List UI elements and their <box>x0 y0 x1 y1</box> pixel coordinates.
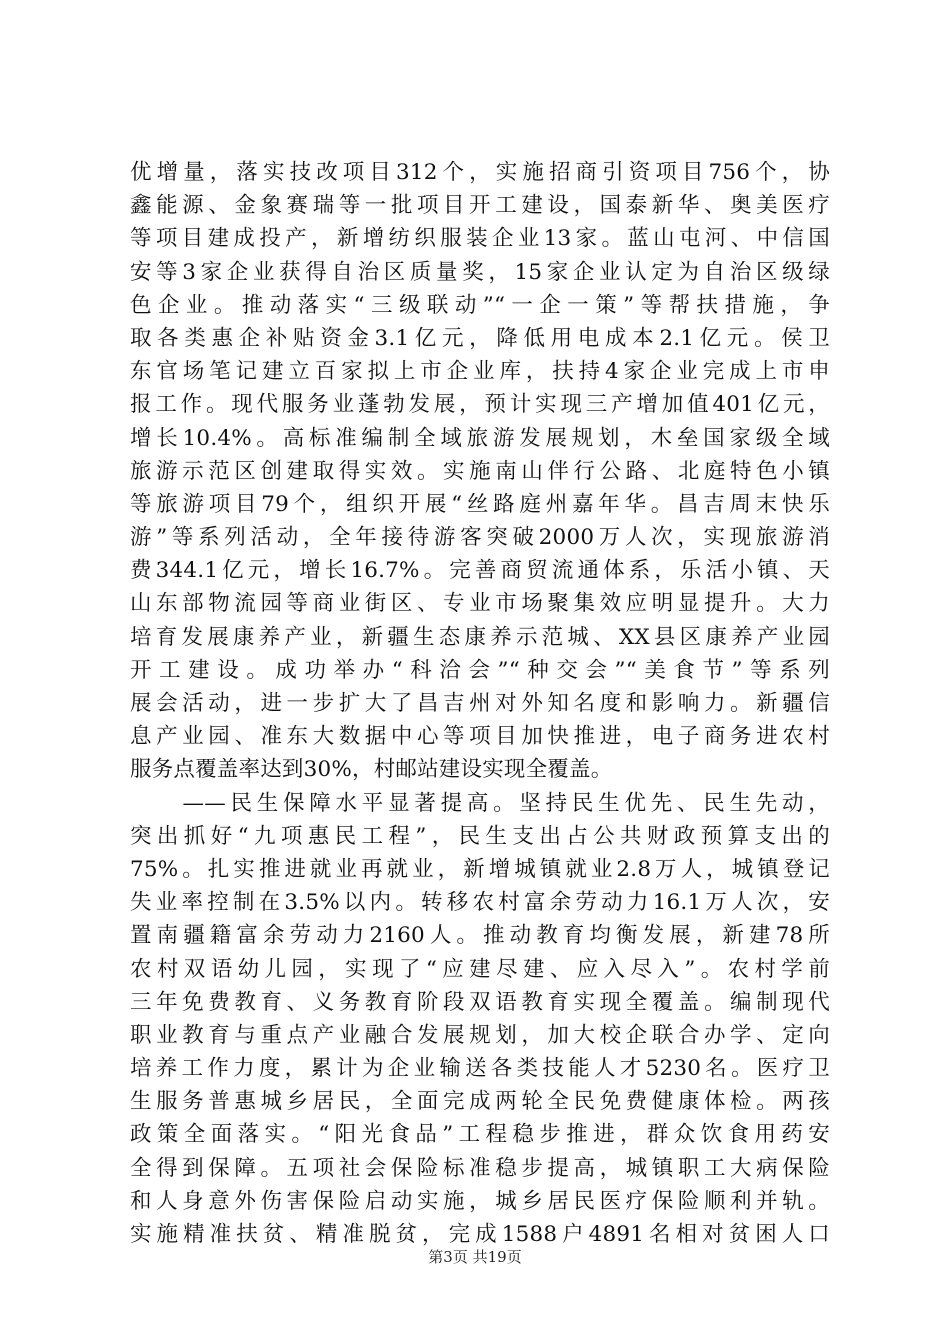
text-line: 培养工作力度，累计为企业输送各类技能人才5230名。医疗卫 <box>130 1056 830 1082</box>
text-line: 优增量，落实技改项目312个，实施招商引资项目756个，协 <box>130 160 830 185</box>
paragraph-end-line: 服务点覆盖率达到30%，村邮站建设实现全覆盖。 <box>130 757 613 783</box>
text-line: 等旅游项目79个，组织开展“丝路庭州嘉年华。昌吉周末快乐 <box>130 491 830 517</box>
text-line: 山东部物流园等商业街区、专业市场聚集效应明显提升。大力 <box>130 591 830 617</box>
text-line: 农村双语幼儿园，实现了“应建尽建、应入尽入”。农村学前 <box>130 956 830 982</box>
text-line: 生服务普惠城乡居民，全面完成两轮全民免费健康体检。两孩 <box>130 1089 830 1115</box>
text-line: 东官场笔记建立百家拟上市企业库，扶持4家企业完成上市申 <box>130 359 830 385</box>
text-line: 职业教育与重点产业融合发展规划，加大校企联合办学、定向 <box>130 1022 830 1048</box>
text-line: 旅游示范区创建取得实效。实施南山伴行公路、北庭特色小镇 <box>130 458 830 484</box>
text-line: 75%。扎实推进就业再就业，新增城镇就业2.8万人，城镇登记 <box>130 856 830 882</box>
text-line: 全得到保障。五项社会保险标准稳步提高，城镇职工大病保险 <box>130 1155 830 1181</box>
text-line: 等项目建成投产，新增纺织服装企业13家。蓝山屯河、中信国 <box>130 226 830 252</box>
text-line: 游”等系列活动，全年接待游客突破2000万人次，实现旅游消 <box>130 525 830 551</box>
text-line: 息产业园、准东大数据中心等项目加快推进，电子商务进农村 <box>130 724 830 750</box>
text-line: 鑫能源、金象赛瑞等一批项目开工建设，国泰新华、奥美医疗 <box>130 193 830 219</box>
text-line: 费344.1亿元，增长16.7%。完善商贸流通体系，乐活小镇、天 <box>130 558 830 584</box>
text-line: 培育发展康养产业，新疆生态康养示范城、XX县区康养产业园 <box>130 624 830 650</box>
text-line: 三年免费教育、义务教育阶段双语教育实现全覆盖。编制现代 <box>130 989 830 1015</box>
paragraph-start-line: ——民生保障水平显著提高。坚持民生优先、民生先动， <box>130 790 830 816</box>
text-line: 置南疆籍富余劳动力2160人。推动教育均衡发展，新建78所 <box>130 923 830 949</box>
text-line: 展会活动，进一步扩大了昌吉州对外知名度和影响力。新疆信 <box>130 691 830 716</box>
text-line: 政策全面落实。“阳光食品”工程稳步推进，群众饮食用药安 <box>130 1122 830 1148</box>
text-line: 取各类惠企补贴资金3.1亿元，降低用电成本2.1亿元。侯卫 <box>130 325 830 351</box>
text-line: 色企业。推动落实“三级联动”“一企一策”等帮扶措施，争 <box>130 292 830 318</box>
text-line: 开工建设。成功举办“科洽会”“种交会”“美食节”等系列 <box>130 657 830 683</box>
text-line: 突出抓好“九项惠民工程”，民生支出占公共财政预算支出的 <box>130 823 830 849</box>
text-line: 安等3家企业获得自治区质量奖，15家企业认定为自治区级绿 <box>130 259 830 285</box>
text-line: 增长10.4%。高标准编制全域旅游发展规划，木垒国家级全域 <box>130 425 830 451</box>
text-line: 实施精准扶贫、精准脱贫，完成1588户4891名相对贫困人口 <box>130 1222 830 1247</box>
document-body <box>130 156 830 1251</box>
page-number-footer: 第3页 共19页 <box>428 1248 522 1266</box>
text-line: 和人身意外伤害保险启动实施，城乡居民医疗保险顺利并轨。 <box>130 1188 830 1214</box>
text-line: 失业率控制在3.5%以内。转移农村富余劳动力16.1万人次，安 <box>130 890 830 916</box>
text-line: 报工作。现代服务业蓬勃发展，预计实现三产增加值401亿元， <box>130 392 830 418</box>
